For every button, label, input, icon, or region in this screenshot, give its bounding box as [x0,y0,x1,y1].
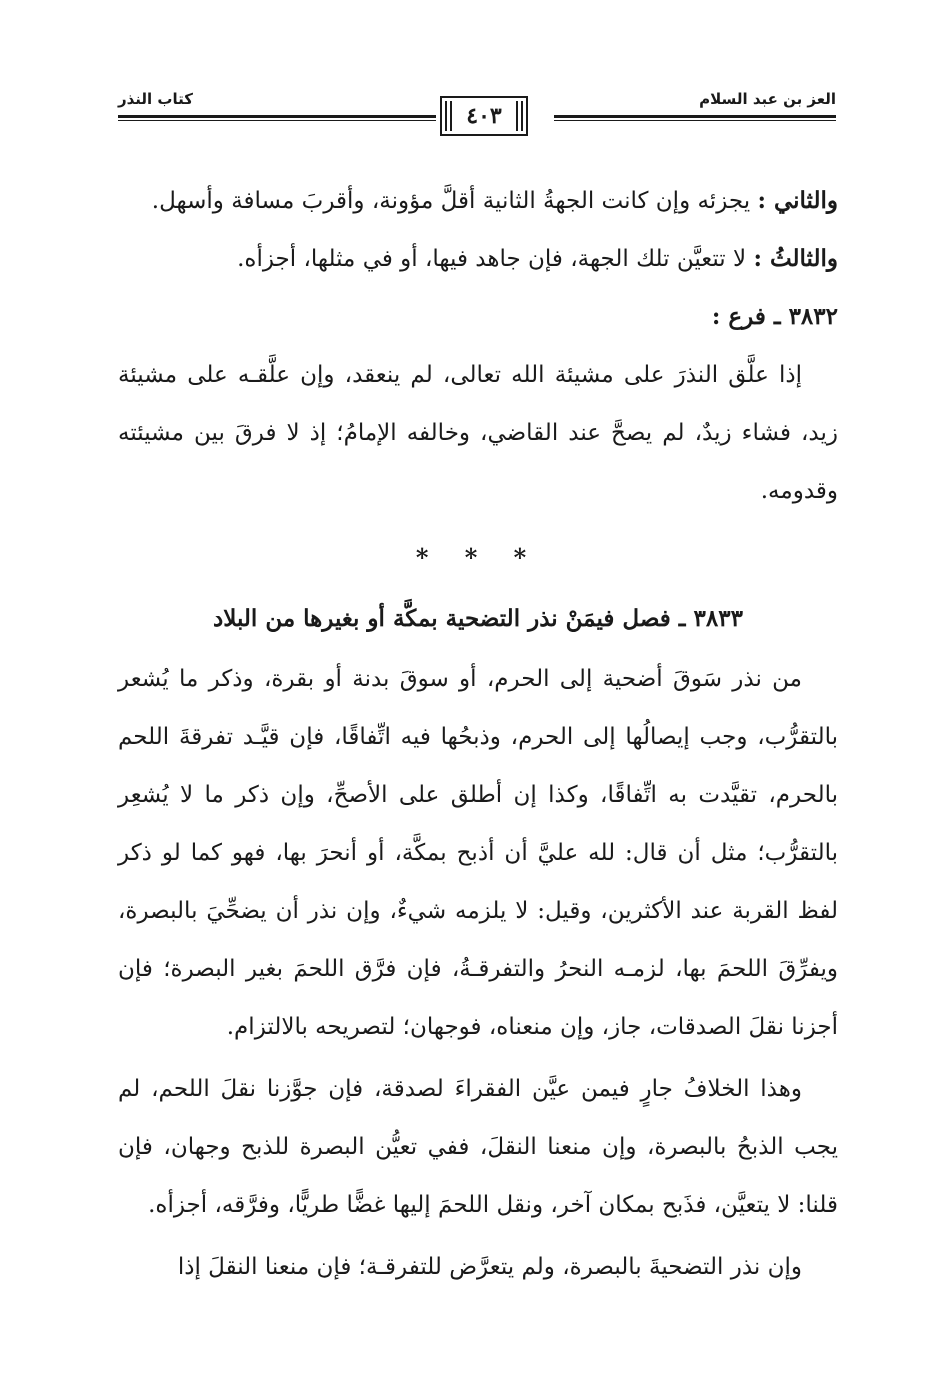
paragraph-sacrifice-vow: من نذر سَوقَ أضحية إلى الحرم، أو سوقَ بدنة أو بقرة، وذكر ما يُشعر بالتقرُّب، وجب إيصالُها إلى الحرم، وذبحُها فيه اتِّفاقًا، فإن قيَّـد تفرقةَ اللحم بالحرم، تقيَّدت به اتِّفاقًا، وكذا إن أطلق على الأصحِّ، وإن ذكر ما لا يُشعِر بالتقرُّب؛ مثل أن قال: لله عليَّ أن أذبح بمكَّة، أو أنحرَ بها، فهو كما لو ذكر لفظ القربة عند الأكثرين، وقيل: لا يلزمه شيءٌ، وإن نذر أن يضحِّيَ بالبصرة، ويفرِّقَ اللحمَ بها، لزمـه النحرُ والتفرقـةُ، فإن فرَّق اللحمَ بغير البصرة؛ فإن أجزنا نقلَ الصدقات، جاز، وإن منعناه، فوجهان؛ لتصريحه بالالتزام. [118,666,838,1040]
branch-heading: ٣٨٣٢ ـ فرع : [711,303,838,330]
paragraph-basra-vow: وإن نذر التضحيةَ بالبصرة، ولم يتعرَّض للتفرقـة؛ فإن منعنا النقلَ إذا [177,1254,802,1280]
header-rule-right [554,115,836,121]
paragraph-lead-third: والثالثُ : [753,245,838,272]
paragraph-second-opinion [118,172,838,230]
paragraph-text-second: يجزئه وإن كانت الجهةُ الثانية أقلَّ مؤونة، وأقربَ مسافة وأسهل. [151,188,758,214]
header-author-title: العز بن عبد السلام [699,90,836,108]
section-separator: * * * [415,543,541,572]
page-number: ٤٠٣ [466,103,502,129]
chapter-heading: ٣٨٣٣ ـ فصل فيمَنْ نذر التضحية بمكَّة أو بغيرها من البلاد [213,605,743,632]
running-header [118,82,836,142]
paragraph-third-opinion [118,230,838,288]
paragraph-conditional-vow: إذا علَّق النذرَ على مشيئة الله تعالى، لم ينعقد، وإن علَّقـه على مشيئة زيد، فشاء زيدٌ، لم يصحَّ عند القاضي، وخالفه الإمامُ؛ إذ لا فرقَ بين مشيئته وقدومه. [118,362,838,504]
paragraph-text-third: لا تتعيَّن تلك الجهة، فإن جاهد فيها، أو في مثلها، أجزأه. [237,246,754,272]
paragraph-disagreement: وهذا الخلافُ جارٍ فيمن عيَّن الفقراءَ لصدقة، فإن جوَّزنا نقلَ اللحم، لم يجب الذبحُ بالبصرة، وإن منعنا النقلَ، ففي تعيُّن البصرة للذبح وجهان، فإن قلنا: لا يتعيَّن، فذَبح بمكان آخر، ونقل اللحمَ إليها غضًّا طريًّا، وفرَّقه، أجزأه. [118,1076,838,1218]
page-number-box [440,96,528,136]
page-body [118,172,838,1296]
paragraph-lead-second: والثاني : [757,187,838,214]
header-rule-left [118,115,436,121]
header-book-title: كتاب النذر [118,90,193,108]
